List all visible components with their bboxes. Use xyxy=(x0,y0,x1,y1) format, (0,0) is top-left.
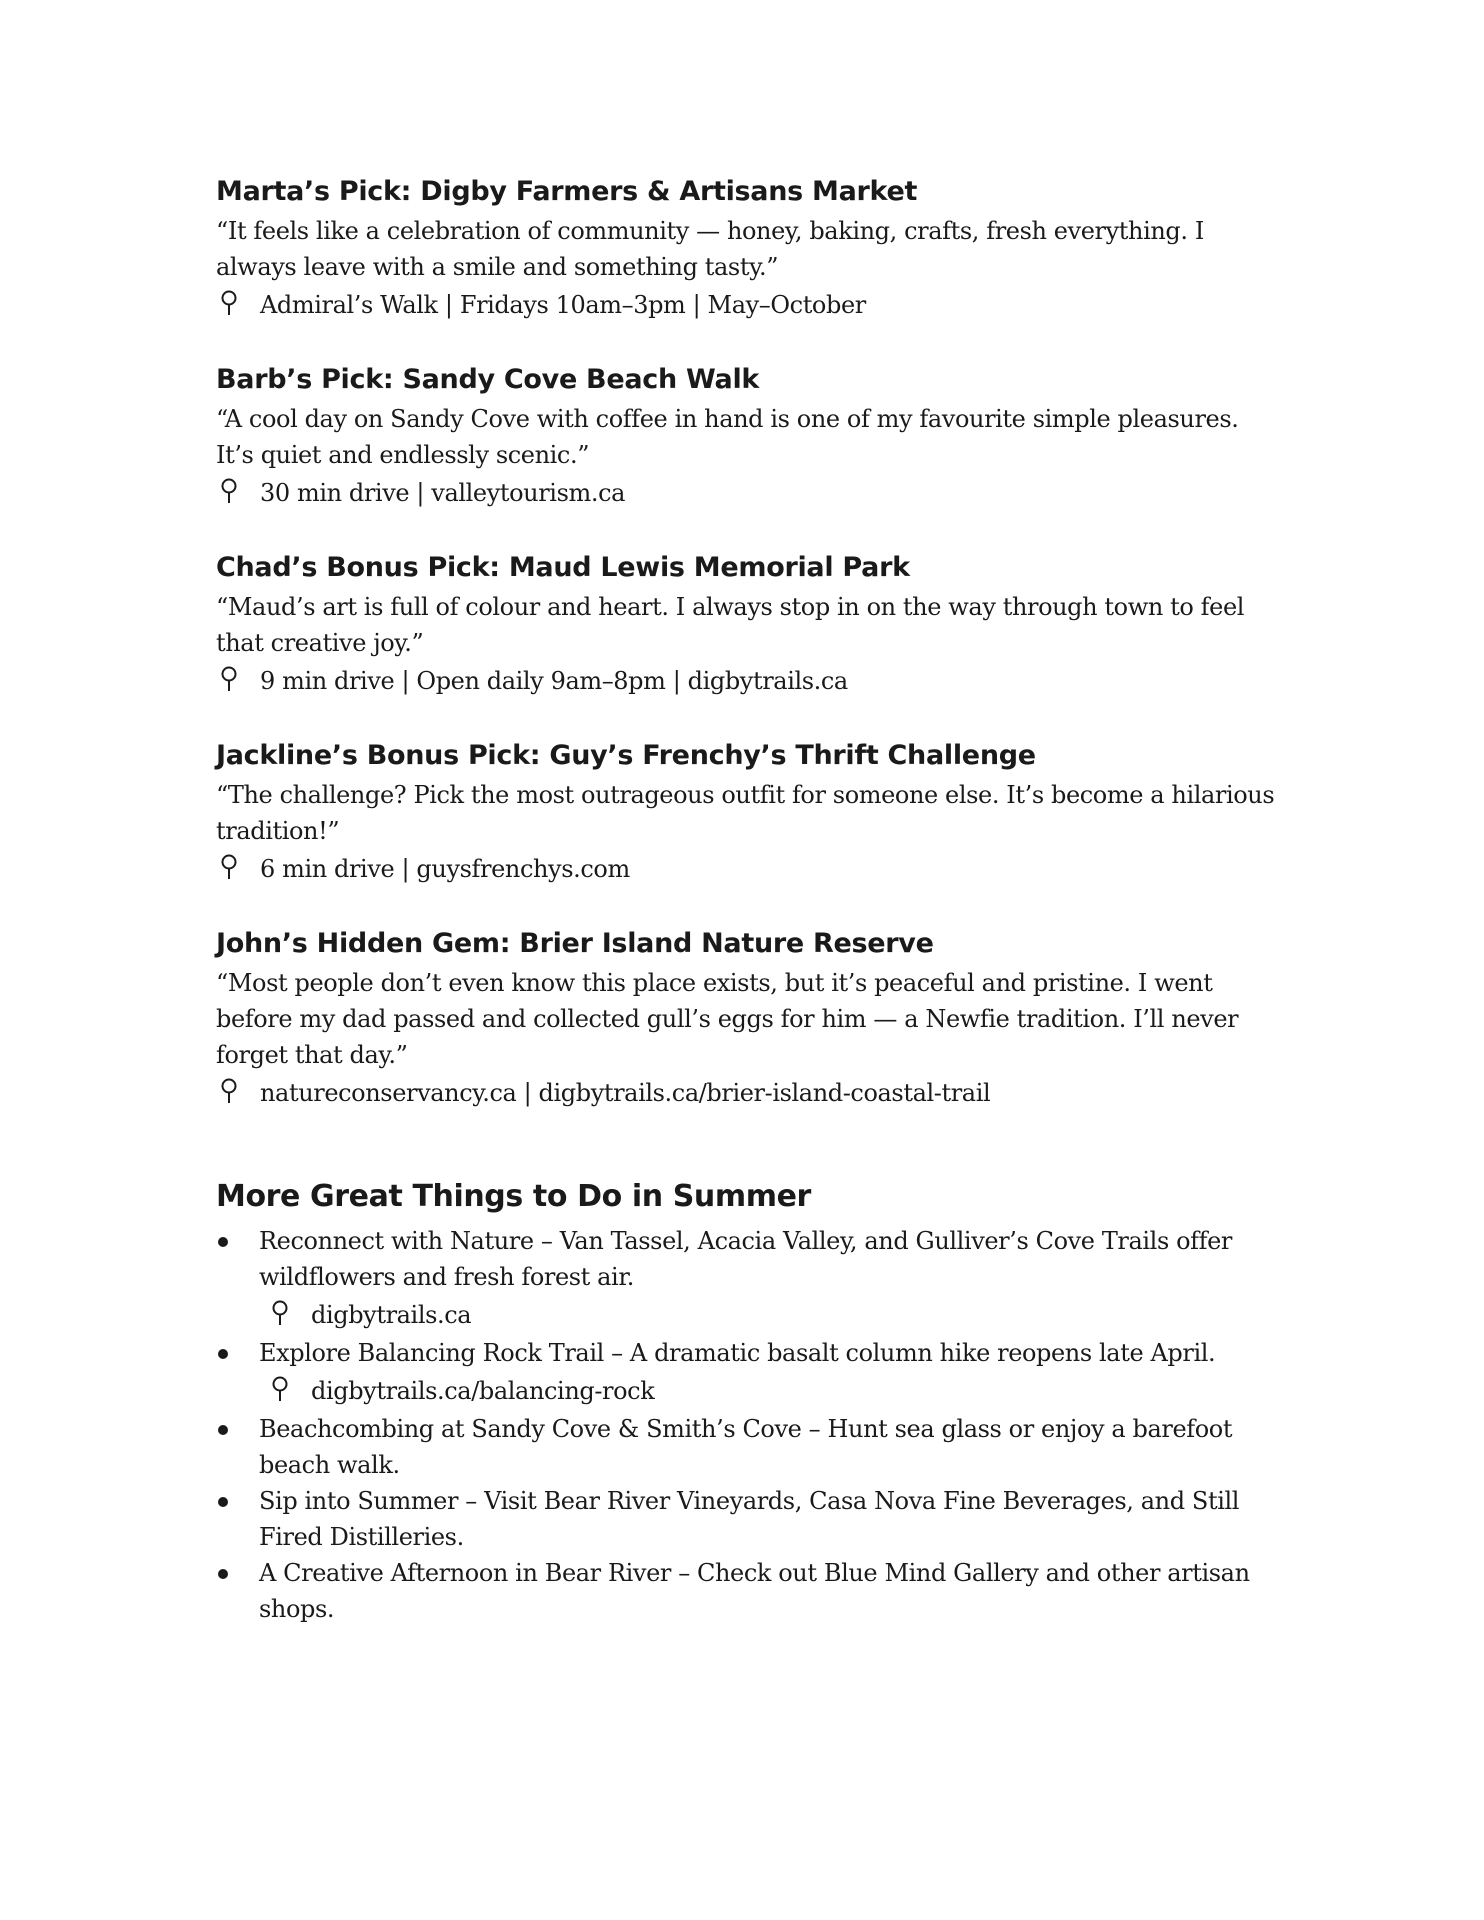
list-item-text: Reconnect with Nature – Van Tassel, Acacia Valley, and Gulliver’s Cove Trails offer wildflowers and fresh forest air. xyxy=(259,1227,1232,1291)
pick-quote: “Most people don’t even know this place exists, but it’s peaceful and pristine. I went before my dad passed and collected gull’s eggs for him — a Newfie tradition. I’ll never forget that day.” xyxy=(216,969,1239,1069)
list-item xyxy=(216,1411,1276,1483)
pick-info xyxy=(216,661,1276,701)
pick-title: Marta’s Pick: Digby Farmers & Artisans Market xyxy=(216,176,918,207)
pick-entry xyxy=(216,548,1276,701)
list-item-link xyxy=(259,1371,1276,1411)
pick-entry xyxy=(216,736,1276,889)
things-list xyxy=(216,1223,1276,1627)
pick-info xyxy=(216,849,1276,889)
pick-title: Jackline’s Bonus Pick: Guy’s Frenchy’s Thrift Challenge xyxy=(216,740,1036,771)
pick-quote: “Maud’s art is full of colour and heart. I always stop in on the way through town to feel that creative joy.” xyxy=(216,593,1245,657)
section-title: More Great Things to Do in Summer xyxy=(216,1179,811,1214)
bullet-icon xyxy=(218,1425,228,1435)
list-item xyxy=(216,1555,1276,1627)
list-item-link-text: digbytrails.ca xyxy=(311,1301,472,1329)
pick-info-text: natureconservancy.ca | digbytrails.ca/brier-island-coastal-trail xyxy=(260,1079,991,1107)
pick-entry xyxy=(216,924,1276,1113)
pick-title: Barb’s Pick: Sandy Cove Beach Walk xyxy=(216,364,760,395)
pick-quote: “A cool day on Sandy Cove with coffee in hand is one of my favourite simple pleasures. It’s quiet and endlessly scenic.” xyxy=(216,405,1239,469)
pick-info xyxy=(216,285,1276,325)
list-item xyxy=(216,1223,1276,1335)
pick-quote: “It feels like a celebration of community — honey, baking, crafts, fresh everything. I always leave with a smile and something tasty.” xyxy=(216,217,1204,281)
map-pin-icon xyxy=(218,665,240,693)
document-page xyxy=(216,172,1276,1627)
pick-entry xyxy=(216,360,1276,513)
bullet-icon xyxy=(218,1497,228,1507)
map-pin-icon xyxy=(218,289,240,317)
pick-info-text: Admiral’s Walk | Fridays 10am–3pm | May–October xyxy=(260,291,866,319)
pick-info-text: 6 min drive | guysfrenchys.com xyxy=(260,855,630,883)
list-item xyxy=(216,1335,1276,1411)
list-item xyxy=(216,1483,1276,1555)
bullet-icon xyxy=(218,1349,228,1359)
list-item-text: A Creative Afternoon in Bear River – Check out Blue Mind Gallery and other artisan shops. xyxy=(259,1559,1250,1623)
pick-info-text: 30 min drive | valleytourism.ca xyxy=(260,479,626,507)
pick-info xyxy=(216,473,1276,513)
pick-quote: “The challenge? Pick the most outrageous outfit for someone else. It’s become a hilarious tradition!” xyxy=(216,781,1275,845)
list-item-link-text: digbytrails.ca/balancing-rock xyxy=(311,1377,655,1405)
map-pin-icon xyxy=(218,1077,240,1105)
bullet-icon xyxy=(218,1237,228,1247)
map-pin-icon xyxy=(218,477,240,505)
pick-info xyxy=(216,1073,1276,1113)
list-item-text: Beachcombing at Sandy Cove & Smith’s Cove – Hunt sea glass or enjoy a barefoot beach walk. xyxy=(259,1415,1233,1479)
pick-info-text: 9 min drive | Open daily 9am–8pm | digbytrails.ca xyxy=(260,667,848,695)
list-item-link xyxy=(259,1295,1276,1335)
list-item-text: Explore Balancing Rock Trail – A dramatic basalt column hike reopens late April. xyxy=(259,1339,1216,1367)
map-pin-icon xyxy=(269,1375,291,1403)
map-pin-icon xyxy=(218,853,240,881)
bullet-icon xyxy=(218,1569,228,1579)
pick-title: John’s Hidden Gem: Brier Island Nature Reserve xyxy=(216,928,934,959)
pick-title: Chad’s Bonus Pick: Maud Lewis Memorial Park xyxy=(216,552,910,583)
map-pin-icon xyxy=(269,1299,291,1327)
list-item-text: Sip into Summer – Visit Bear River Vineyards, Casa Nova Fine Beverages, and Still Fired Distilleries. xyxy=(259,1487,1240,1551)
pick-entry xyxy=(216,172,1276,325)
